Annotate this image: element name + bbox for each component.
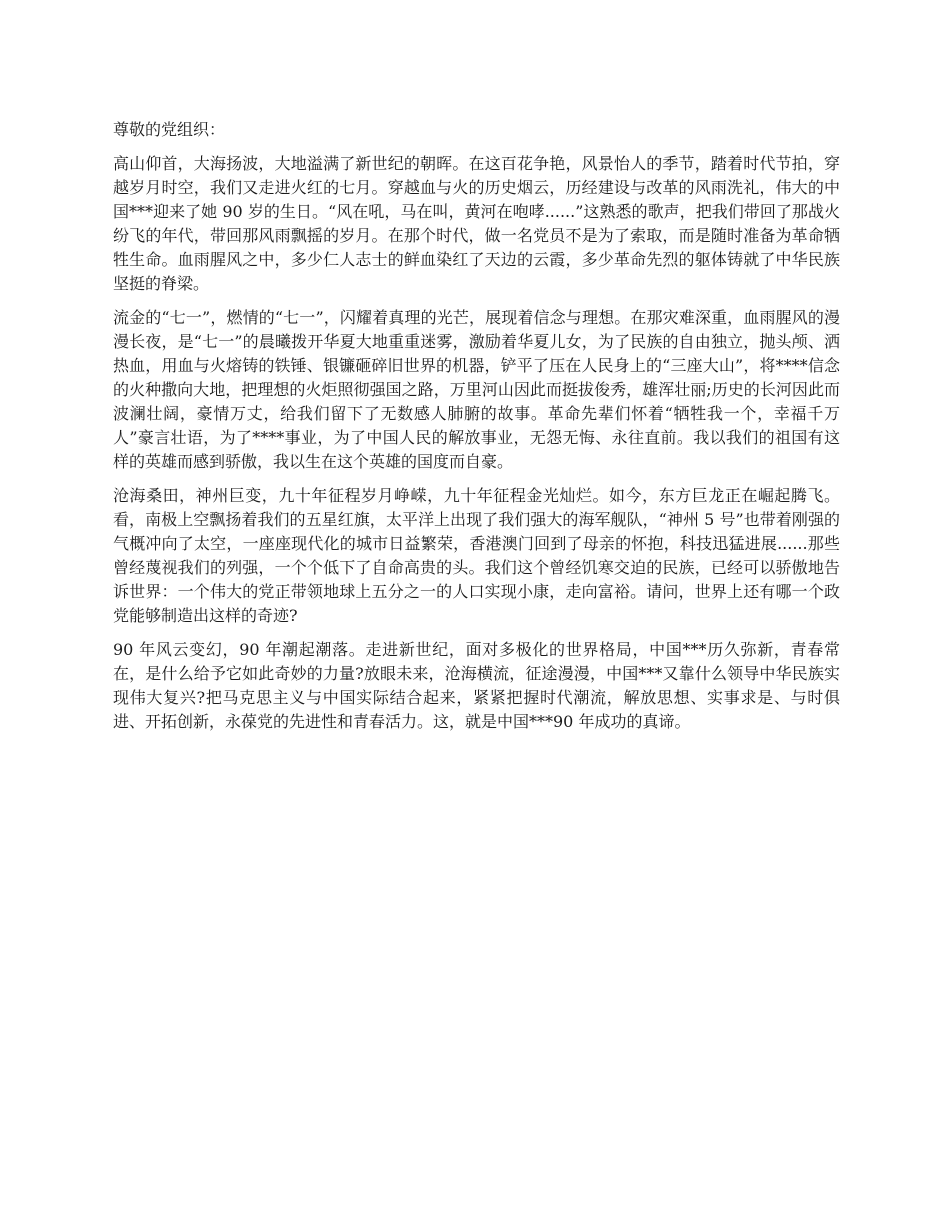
paragraph-3: 沧海桑田，神州巨变，九十年征程岁月峥嵘，九十年征程金光灿烂。如今，东方巨龙正在崛起腾飞。看，南极上空飘扬着我们的五星红旗，太平洋上出现了我们强大的海军舰队，“神州 5 号”也带着刚强的气概冲向了太空，一座座现代化的城市日益繁荣，香港澳门回到了母亲的怀抱，科技迅猛进展......那些曾经蔑视我们的列强，一个个低下了自命高贵的头。我们这个曾经饥寒交迫的民族，已经可以骄傲地告诉世界：一个伟大的党正带领地球上五分之一的人口实现小康，走向富裕。请问，世界上还有哪一个政党能够制造出这样的奇迹? xyxy=(113,486,840,625)
document-page xyxy=(113,118,840,744)
salutation: 尊敬的党组织： xyxy=(113,120,226,139)
paragraph-2: 流金的“七一”，燃情的“七一”，闪耀着真理的光芒，展现着信念与理想。在那灾难深重，血雨腥风的漫漫长夜，是“七一”的晨曦拨开华夏大地重重迷雾，激励着华夏儿女，为了民族的自由独立，抛头颅、洒热血，用血与火熔铸的铁锤、银镰砸碎旧世界的机器，铲平了压在人民身上的“三座大山”，将****信念的火种撒向大地，把理想的火炬照彻强国之路，万里河山因此而挺拔俊秀，雄浑壮丽;历史的长河因此而波澜壮阔，豪情万丈，给我们留下了无数感人肺腑的故事。革命先辈们怀着“牺牲我一个，幸福千万人”豪言壮语，为了****事业，为了中国人民的解放事业，无怨无悔、永往直前。我以我们的祖国有这样的英雄而感到骄傲，我以生在这个英雄的国度而自豪。 xyxy=(113,308,840,471)
paragraph-1: 高山仰首，大海扬波，大地溢满了新世纪的朝晖。在这百花争艳，风景怡人的季节，踏着时代节拍，穿越岁月时空，我们又走进火红的七月。穿越血与火的历史烟云，历经建设与改革的风雨洗礼，伟大的中国***迎来了她 90 岁的生日。“风在吼，马在叫，黄河在咆哮......”这熟悉的歌声，把我们带回了那战火纷飞的年代，带回那风雨飘摇的岁月。在那个时代，做一名党员不是为了索取，而是随时准备为革命牺牲生命。血雨腥风之中，多少仁人志士的鲜血染红了天边的云霞，多少革命先烈的躯体铸就了中华民族坚挺的脊梁。 xyxy=(113,154,840,293)
paragraph-4: 90 年风云变幻，90 年潮起潮落。走进新世纪，面对多极化的世界格局，中国***历久弥新，青春常在，是什么给予它如此奇妙的力量?放眼未来，沧海横流，征途漫漫，中国***又靠什么领导中华民族实现伟大复兴?把马克思主义与中国实际结合起来，紧紧把握时代潮流，解放思想、实事求是、与时俱进、开拓创新，永葆党的先进性和青春活力。这，就是中国***90 年成功的真谛。 xyxy=(113,640,840,731)
